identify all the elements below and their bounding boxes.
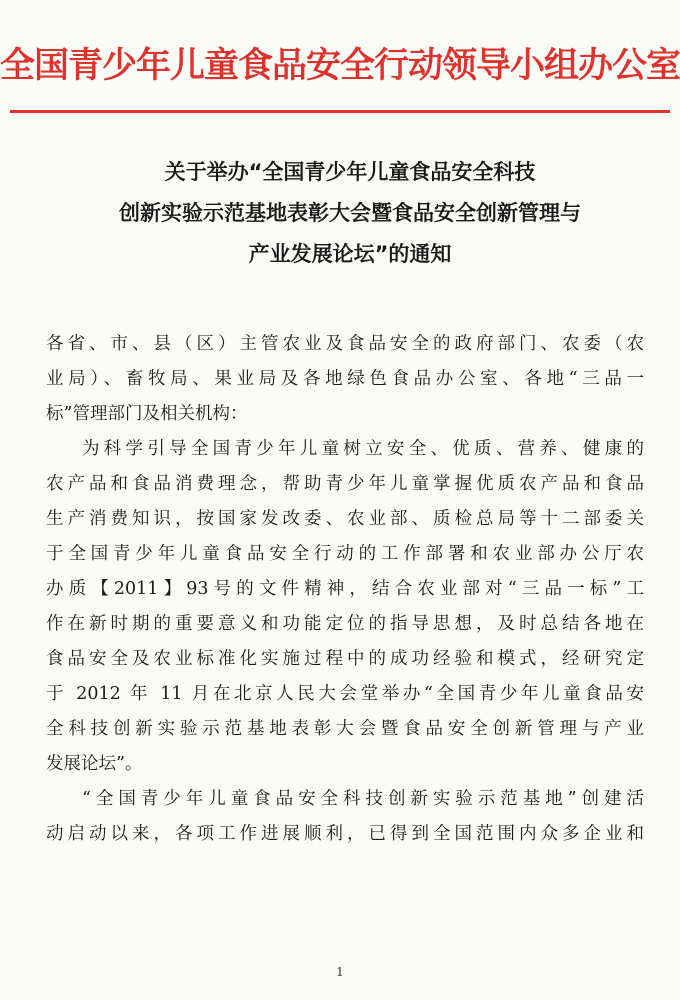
paragraph-purpose — [46, 432, 644, 782]
paragraph-line: 办质【2011】93号的文件精神，结合农业部对“三品一标”工 — [46, 579, 644, 599]
notice-title — [60, 152, 640, 275]
notice-title-line: 产业发展论坛”的通知 — [248, 242, 452, 266]
paragraph-line: 作在新时期的重要意义和功能定位的指导思想，及时总结各地在 — [46, 614, 644, 634]
paragraph-line: 动启动以来，各项工作进展顺利，已得到全国范围内众多企业和 — [46, 824, 644, 844]
notice-title-line: 创新实验示范基地表彰大会暨食品安全创新管理与 — [119, 201, 581, 225]
paragraph-line: 发展论坛”。 — [46, 754, 143, 774]
salutation-line: 各省、市、县（区）主管农业及食品安全的政府部门、农委（农 — [46, 334, 644, 354]
salutation — [46, 327, 644, 432]
paragraph-progress — [46, 782, 644, 852]
paragraph-line: 全科技创新实验示范基地表彰大会暨食品安全创新管理与产业 — [46, 719, 644, 739]
letterhead-red-rule — [10, 110, 670, 113]
paragraph-line: 为科学引导全国青少年儿童树立安全、优质、营养、健康的 — [82, 439, 644, 459]
paragraph-line: 于全国青少年儿童食品安全行动的工作部署和农业部办公厅农 — [46, 544, 644, 564]
paragraph-line: “全国青少年儿童食品安全科技创新实验示范基地”创建活 — [82, 789, 644, 809]
page-number: 1 — [336, 965, 344, 979]
salutation-line: 标”管理部门及相关机构： — [46, 404, 248, 424]
paragraph-line: 生产消费知识，按国家发改委、农业部、质检总局等十二部委关 — [46, 509, 644, 529]
paragraph-line: 于 2012 年 11 月在北京人民大会堂举办“全国青少年儿童食品安 — [46, 684, 644, 704]
paragraph-line: 食品安全及农业标准化实施过程中的成功经验和模式，经研究定 — [46, 649, 644, 669]
notice-title-line: 关于举办“全国青少年儿童食品安全科技 — [164, 160, 536, 184]
letterhead-title: 全国青少年儿童食品安全行动领导小组办公室 — [0, 45, 680, 86]
salutation-line: 业局）、畜牧局、果业局及各地绿色食品办公室、各地“三品一 — [46, 369, 644, 389]
paragraph-line: 农产品和食品消费理念，帮助青少年儿童掌握优质农产品和食品 — [46, 474, 644, 494]
notice-body — [46, 327, 644, 852]
